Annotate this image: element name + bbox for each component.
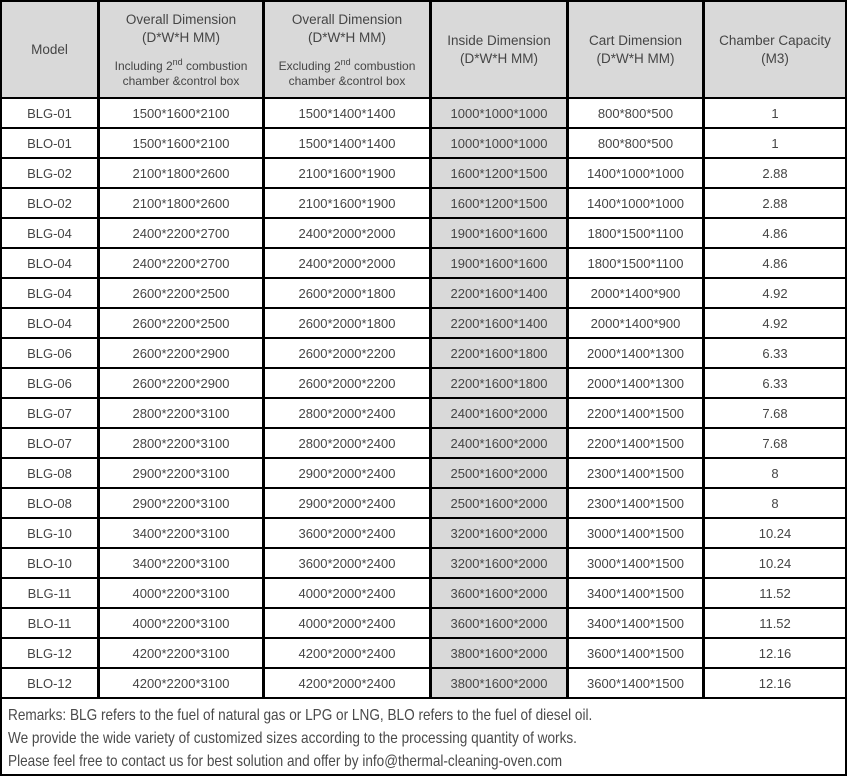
- table-header: [2, 2, 845, 99]
- cell-overall-including: 2100*1800*2600: [100, 159, 265, 189]
- col-header-title: Overall Dimension (D*W*H MM): [125, 12, 237, 45]
- cell-overall-excluding: 1500*1400*1400: [265, 99, 432, 129]
- cell-inside-dimension: 3200*1600*2000: [432, 519, 569, 549]
- col-header-note: Excluding 2nd combustion chamber &control box: [278, 57, 416, 88]
- table-row: [2, 219, 845, 249]
- table-row: [2, 159, 845, 189]
- cell-chamber-capacity: 2.88: [705, 159, 845, 189]
- cell-inside-dimension: 2200*1600*1800: [432, 369, 569, 399]
- cell-cart-dimension: 3600*1400*1500: [569, 639, 705, 669]
- table-row: [2, 249, 845, 279]
- superscript-nd: nd: [172, 57, 183, 67]
- table-row: [2, 639, 845, 669]
- cell-inside-dimension: 1900*1600*1600: [432, 249, 569, 279]
- cell-chamber-capacity: 11.52: [705, 579, 845, 609]
- table-row: [2, 99, 845, 129]
- cell-overall-excluding: 2400*2000*2000: [265, 219, 432, 249]
- cell-chamber-capacity: 12.16: [705, 639, 845, 669]
- cell-cart-dimension: 2200*1400*1500: [569, 429, 705, 459]
- cell-model: BLO-04: [2, 309, 100, 339]
- cell-overall-excluding: 2800*2000*2400: [265, 399, 432, 429]
- cell-chamber-capacity: 4.92: [705, 309, 845, 339]
- cell-overall-excluding: 2600*2000*2200: [265, 339, 432, 369]
- cell-cart-dimension: 2300*1400*1500: [569, 459, 705, 489]
- cell-overall-including: 4200*2200*3100: [100, 669, 265, 699]
- cell-overall-including: 2600*2200*2900: [100, 339, 265, 369]
- table-body: [2, 99, 845, 699]
- cell-model: BLO-11: [2, 609, 100, 639]
- table-row: [2, 519, 845, 549]
- col-header-cart-dimension: Cart Dimension (D*W*H MM): [569, 2, 705, 99]
- cell-cart-dimension: 3400*1400*1500: [569, 579, 705, 609]
- cell-inside-dimension: 1600*1200*1500: [432, 159, 569, 189]
- cell-overall-excluding: 4200*2000*2400: [265, 639, 432, 669]
- cell-overall-excluding: 2100*1600*1900: [265, 159, 432, 189]
- cell-overall-including: 4200*2200*3100: [100, 639, 265, 669]
- table-row: [2, 669, 845, 699]
- cell-overall-excluding: 2800*2000*2400: [265, 429, 432, 459]
- cell-overall-including: 4000*2200*3100: [100, 579, 265, 609]
- cell-overall-including: 2800*2200*3100: [100, 429, 265, 459]
- cell-cart-dimension: 1800*1500*1100: [569, 249, 705, 279]
- cell-overall-including: 3400*2200*3100: [100, 519, 265, 549]
- cell-inside-dimension: 3600*1600*2000: [432, 609, 569, 639]
- table-row: [2, 549, 845, 579]
- cell-inside-dimension: 1900*1600*1600: [432, 219, 569, 249]
- cell-chamber-capacity: 4.92: [705, 279, 845, 309]
- table-row: [2, 429, 845, 459]
- cell-cart-dimension: 1400*1000*1000: [569, 189, 705, 219]
- cell-model: BLG-01: [2, 99, 100, 129]
- cell-cart-dimension: 3600*1400*1500: [569, 669, 705, 699]
- cell-chamber-capacity: 2.88: [705, 189, 845, 219]
- cell-chamber-capacity: 8: [705, 459, 845, 489]
- cell-inside-dimension: 2400*1600*2000: [432, 429, 569, 459]
- table-row: [2, 489, 845, 519]
- table-row: [2, 129, 845, 159]
- table-row: [2, 279, 845, 309]
- cell-overall-excluding: 2900*2000*2400: [265, 459, 432, 489]
- cell-inside-dimension: 1600*1200*1500: [432, 189, 569, 219]
- cell-model: BLG-07: [2, 399, 100, 429]
- header-row: [2, 2, 845, 99]
- cell-inside-dimension: 2500*1600*2000: [432, 459, 569, 489]
- cell-chamber-capacity: 6.33: [705, 369, 845, 399]
- cell-cart-dimension: 800*800*500: [569, 129, 705, 159]
- col-header-note: Including 2nd combustion chamber &control box: [114, 57, 248, 88]
- table-row: [2, 309, 845, 339]
- cell-model: BLG-08: [2, 459, 100, 489]
- cell-model: BLG-02: [2, 159, 100, 189]
- remarks-line-custom-sizes: We provide the wide variety of customized sizes according to the processing quantity of works.: [8, 730, 577, 747]
- cell-overall-including: 2600*2200*2900: [100, 369, 265, 399]
- cell-overall-including: 3400*2200*3100: [100, 549, 265, 579]
- table-row: [2, 579, 845, 609]
- table-row: [2, 609, 845, 639]
- cell-overall-excluding: 4000*2000*2400: [265, 609, 432, 639]
- cell-overall-excluding: 2100*1600*1900: [265, 189, 432, 219]
- cell-inside-dimension: 3200*1600*2000: [432, 549, 569, 579]
- cell-overall-excluding: 2900*2000*2400: [265, 489, 432, 519]
- col-header-model: [2, 2, 100, 99]
- cell-overall-including: 2900*2200*3100: [100, 489, 265, 519]
- cell-chamber-capacity: 4.86: [705, 249, 845, 279]
- cell-overall-including: 2100*1800*2600: [100, 189, 265, 219]
- cell-model: BLO-07: [2, 429, 100, 459]
- superscript-nd: nd: [340, 57, 351, 67]
- cell-overall-excluding: 2400*2000*2000: [265, 249, 432, 279]
- cell-inside-dimension: 3800*1600*2000: [432, 639, 569, 669]
- col-header-title: Overall Dimension (D*W*H MM): [291, 12, 403, 45]
- cell-chamber-capacity: 4.86: [705, 219, 845, 249]
- cell-overall-including: 2900*2200*3100: [100, 459, 265, 489]
- cell-cart-dimension: 2000*1400*1300: [569, 339, 705, 369]
- cell-chamber-capacity: 1: [705, 129, 845, 159]
- spec-table: [2, 2, 845, 699]
- remarks-section: [2, 699, 845, 774]
- cell-overall-including: 1500*1600*2100: [100, 129, 265, 159]
- cell-chamber-capacity: 1: [705, 99, 845, 129]
- cell-overall-including: 4000*2200*3100: [100, 609, 265, 639]
- table-row: [2, 339, 845, 369]
- cell-overall-excluding: 4000*2000*2400: [265, 579, 432, 609]
- col-header-overall-including: [100, 2, 265, 99]
- cell-overall-including: 2600*2200*2500: [100, 309, 265, 339]
- cell-model: BLG-11: [2, 579, 100, 609]
- cell-cart-dimension: 3000*1400*1500: [569, 549, 705, 579]
- cell-cart-dimension: 2200*1400*1500: [569, 399, 705, 429]
- cell-overall-including: 1500*1600*2100: [100, 99, 265, 129]
- col-header-chamber-capacity: Chamber Capacity (M3): [705, 2, 845, 99]
- col-header-inside-dimension: Inside Dimension (D*W*H MM): [432, 2, 569, 99]
- cell-model: BLO-01: [2, 129, 100, 159]
- cell-model: BLO-12: [2, 669, 100, 699]
- cell-overall-including: 2400*2200*2700: [100, 219, 265, 249]
- remarks-line-fuel: Remarks: BLG refers to the fuel of natural gas or LPG or LNG, BLO refers to the fuel of diesel oil.: [8, 707, 593, 724]
- table-row: [2, 189, 845, 219]
- cell-model: BLO-02: [2, 189, 100, 219]
- cell-cart-dimension: 2000*1400*900: [569, 309, 705, 339]
- cell-model: BLG-04: [2, 219, 100, 249]
- col-header-model-label: Model: [31, 41, 68, 57]
- cell-model: BLG-06: [2, 369, 100, 399]
- cell-model: BLO-08: [2, 489, 100, 519]
- cell-inside-dimension: 3800*1600*2000: [432, 669, 569, 699]
- cell-overall-excluding: 2600*2000*1800: [265, 309, 432, 339]
- cell-model: BLO-10: [2, 549, 100, 579]
- cell-cart-dimension: 800*800*500: [569, 99, 705, 129]
- table-row: [2, 369, 845, 399]
- cell-cart-dimension: 1800*1500*1100: [569, 219, 705, 249]
- cell-inside-dimension: 2500*1600*2000: [432, 489, 569, 519]
- remarks-line-contact-email: Please feel free to contact us for best solution and offer by info@thermal-cleaning-oven.com: [8, 753, 563, 770]
- cell-inside-dimension: 2200*1600*1400: [432, 309, 569, 339]
- cell-cart-dimension: 2300*1400*1500: [569, 489, 705, 519]
- cell-model: BLO-04: [2, 249, 100, 279]
- cell-overall-including: 2400*2200*2700: [100, 249, 265, 279]
- cell-chamber-capacity: 10.24: [705, 519, 845, 549]
- cell-inside-dimension: 3600*1600*2000: [432, 579, 569, 609]
- table-row: [2, 399, 845, 429]
- cell-inside-dimension: 2200*1600*1400: [432, 279, 569, 309]
- cell-overall-excluding: 2600*2000*1800: [265, 279, 432, 309]
- cell-cart-dimension: 2000*1400*1300: [569, 369, 705, 399]
- cell-inside-dimension: 2200*1600*1800: [432, 339, 569, 369]
- cell-inside-dimension: 2400*1600*2000: [432, 399, 569, 429]
- cell-overall-including: 2600*2200*2500: [100, 279, 265, 309]
- cell-chamber-capacity: 6.33: [705, 339, 845, 369]
- cell-cart-dimension: 1400*1000*1000: [569, 159, 705, 189]
- cell-model: BLG-04: [2, 279, 100, 309]
- cell-overall-excluding: 1500*1400*1400: [265, 129, 432, 159]
- cell-chamber-capacity: 11.52: [705, 609, 845, 639]
- cell-model: BLG-12: [2, 639, 100, 669]
- cell-overall-including: 2800*2200*3100: [100, 399, 265, 429]
- cell-model: BLG-06: [2, 339, 100, 369]
- cell-overall-excluding: 4200*2000*2400: [265, 669, 432, 699]
- cell-chamber-capacity: 12.16: [705, 669, 845, 699]
- cell-chamber-capacity: 10.24: [705, 549, 845, 579]
- col-header-overall-excluding: [265, 2, 432, 99]
- cell-chamber-capacity: 7.68: [705, 429, 845, 459]
- cell-overall-excluding: 3600*2000*2400: [265, 549, 432, 579]
- cell-cart-dimension: 2000*1400*900: [569, 279, 705, 309]
- cell-cart-dimension: 3000*1400*1500: [569, 519, 705, 549]
- cell-overall-excluding: 2600*2000*2200: [265, 369, 432, 399]
- cell-cart-dimension: 3400*1400*1500: [569, 609, 705, 639]
- cell-inside-dimension: 1000*1000*1000: [432, 129, 569, 159]
- cell-chamber-capacity: 8: [705, 489, 845, 519]
- cell-overall-excluding: 3600*2000*2400: [265, 519, 432, 549]
- table-row: [2, 459, 845, 489]
- cell-model: BLG-10: [2, 519, 100, 549]
- cell-inside-dimension: 1000*1000*1000: [432, 99, 569, 129]
- cell-chamber-capacity: 7.68: [705, 399, 845, 429]
